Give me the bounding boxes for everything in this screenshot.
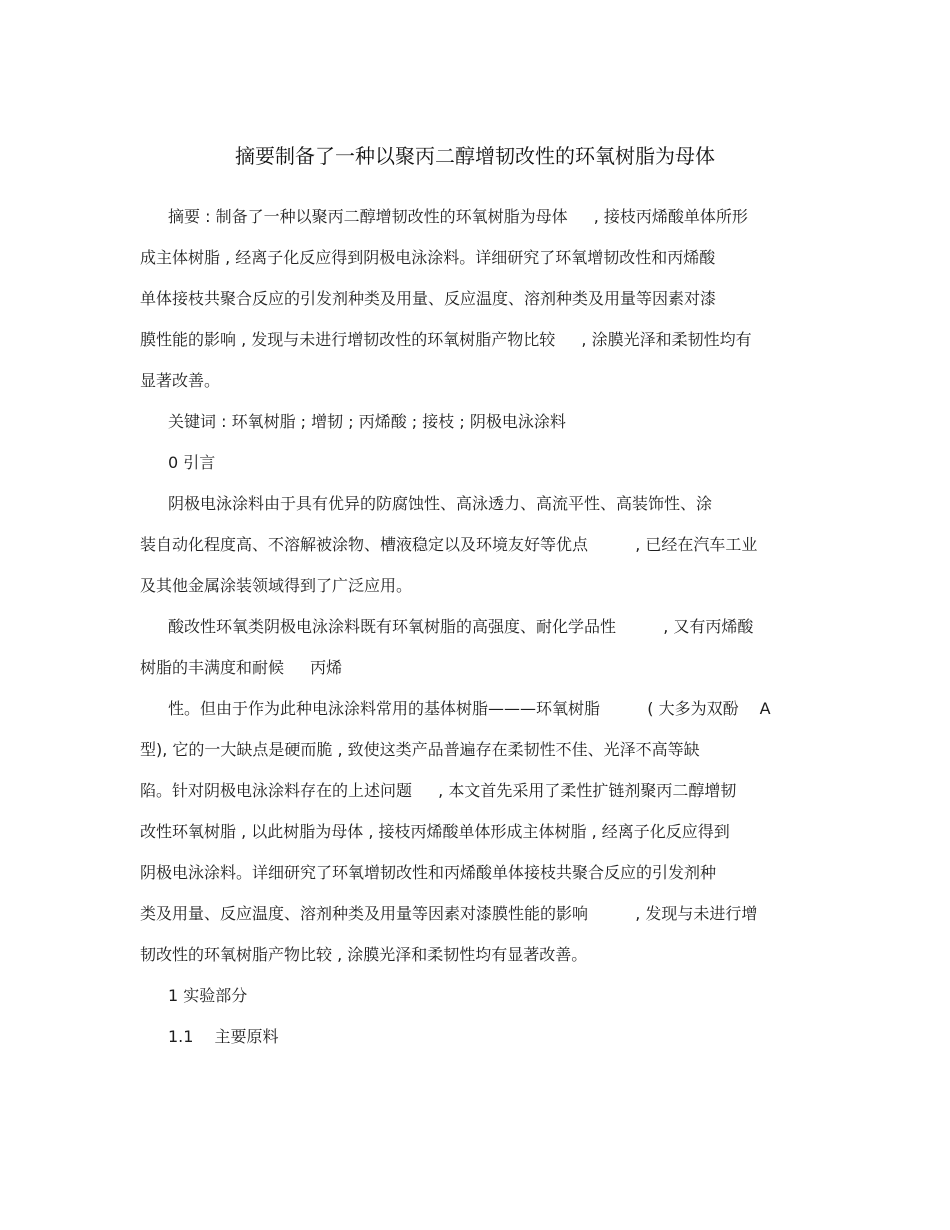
subsection-heading-materials: 1.1 主要原料 [168,1027,279,1046]
section-heading-intro: 0 引言 [168,453,216,472]
abstract-line-4: 膜性能的影响 , 发现与未进行增韧改性的环氧树脂产物比较 , 涂膜光泽和柔韧性均有 [140,330,752,349]
intro-para3-line-4: 改性环氧树脂 , 以此树脂为母体 , 接枝丙烯酸单体形成主体树脂 , 经离子化反应得到 [140,822,730,841]
abstract-line-1: 摘要 : 制备了一种以聚丙二醇增韧改性的环氧树脂为母体 , 接枝丙烯酸单体所形 [168,207,748,226]
intro-para3-line-2: 型), 它的一大缺点是硬而脆 , 致使这类产品普遍存在柔韧性不佳、光泽不高等缺 [140,740,700,759]
intro-para3-line-5: 阴极电泳涂料。详细研究了环氧增韧改性和丙烯酸单体接枝共聚合反应的引发剂种 [140,863,717,882]
intro-para3-line-6: 类及用量、反应温度、溶剂种类及用量等因素对漆膜性能的影响 , 发现与未进行增 [140,904,758,923]
intro-para1-line-1: 阴极电泳涂料由于具有优异的防腐蚀性、高泳透力、高流平性、高装饰性、涂 [168,494,713,513]
intro-para3-line-3: 陷。针对阴极电泳涂料存在的上述问题 , 本文首先采用了柔性扩链剂聚丙二醇增韧 [140,781,737,800]
section-heading-experimental: 1 实验部分 [168,986,248,1005]
abstract-line-3: 单体接枝共聚合反应的引发剂种类及用量、反应温度、溶剂种类及用量等因素对漆 [140,289,717,308]
intro-para3-line-7: 韧改性的环氧树脂产物比较 , 涂膜光泽和柔韧性均有显著改善。 [140,945,588,964]
intro-para2-line-1: 酸改性环氧类阴极电泳涂料既有环氧树脂的高强度、耐化学品性 , 又有丙烯酸 [168,617,754,636]
intro-para1-line-2: 装自动化程度高、不溶解被涂物、槽液稳定以及环境友好等优点 , 已经在汽车工业 [140,535,758,554]
abstract-line-2: 成主体树脂 , 经离子化反应得到阴极电泳涂料。详细研究了环氧增韧改性和丙烯酸 [140,248,716,267]
document-title: 摘要制备了一种以聚丙二醇增韧改性的环氧树脂为母体 [235,144,715,168]
intro-para2-line-2: 树脂的丰满度和耐候 丙烯 [140,658,343,677]
keywords-line: 关键词 : 环氧树脂 ; 增韧 ; 丙烯酸 ; 接枝 ; 阴极电泳涂料 [168,412,566,431]
intro-para1-line-3: 及其他金属涂装领域得到了广泛应用。 [140,576,413,595]
intro-para3-line-1: 性。但由于作为此种电泳涂料常用的基体树脂———环氧树脂 ( 大多为双酚 A [168,699,771,718]
abstract-line-5: 显著改善。 [140,371,221,390]
